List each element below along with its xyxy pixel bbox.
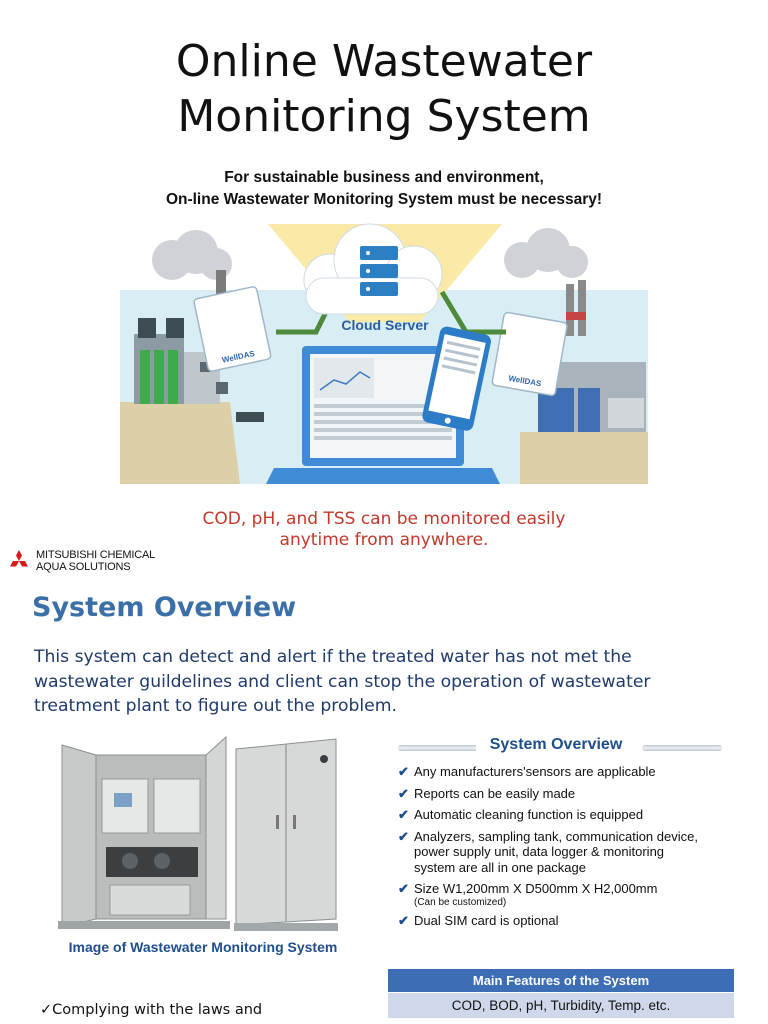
monitoring-note: [0, 509, 768, 551]
ground: [120, 402, 240, 484]
smoke-cloud-right: [504, 228, 588, 278]
closed-cabinet-image: [234, 739, 338, 931]
check-icon: ✔: [398, 912, 409, 928]
company-name-line-2: AQUA SOLUTIONS: [36, 560, 131, 573]
table-cell: COD, BOD, pH, Turbidity, Temp. etc.: [388, 993, 735, 1019]
list-item-text: Any manufacturers'sensors are applicable: [414, 764, 656, 779]
features-table: [387, 968, 735, 1019]
title-line-2: Monitoring System: [177, 91, 591, 142]
tagline-line-2: On-line Wastewater Monitoring System must be necessary!: [165, 191, 603, 208]
company-name: [36, 550, 155, 573]
section-body: This system can detect and alert if the treated water has not met the wastewater guildelines and client can stop the operation of wastewater treatment plant to figure out the problem.: [34, 647, 651, 716]
list-item: [398, 829, 698, 876]
feature-checklist: [398, 764, 738, 934]
list-item: [398, 881, 738, 908]
list-item-subtext: (Can be customized): [414, 896, 507, 908]
section-title: System Overview: [32, 592, 297, 623]
monitoring-note-line-2: anytime from anywhere.: [279, 530, 489, 550]
check-icon: ✔: [398, 764, 409, 779]
features-table-header: Main Features of the System: [388, 969, 735, 993]
title-line-1: Online Wastewater: [175, 36, 593, 87]
checkmark-icon: ✓: [40, 1002, 53, 1018]
svg-text:WellDAS: WellDAS: [507, 373, 543, 389]
cabinet-illustration: [50, 735, 350, 935]
list-item-text: Automatic cleaning function is equipped: [414, 807, 644, 822]
list-item: [398, 786, 738, 802]
tagline-line-1: For sustainable business and environment,: [224, 169, 544, 186]
list-item-text: Analyzers, sampling tank, communication device, power supply unit, data logger & monitoring system are all in one package: [414, 828, 698, 875]
three-diamonds-icon: [6, 550, 32, 572]
page-title: [0, 34, 768, 144]
monitoring-note-line-1: COD, pH, and TSS can be monitored easily: [202, 509, 566, 529]
tagline: [0, 167, 768, 211]
photo-caption: Image of Wastewater Monitoring System: [68, 939, 338, 955]
company-name-line-1: MITSUBISHI CHEMICAL: [36, 549, 156, 561]
open-cabinet-image: [58, 737, 230, 929]
check-icon: ✔: [398, 828, 409, 844]
company-logo: [6, 548, 176, 576]
panel-heading: System Overview: [476, 736, 636, 754]
list-item-text: Size W1,200mm X D500mm X H2,000mm: [414, 881, 658, 896]
panel-rule-right: [642, 745, 722, 751]
compliance-text: Complying with the laws and: [52, 1002, 263, 1018]
check-icon: ✔: [398, 881, 409, 896]
cloud-server-label: Cloud Server: [341, 317, 429, 333]
system-illustration: [120, 222, 648, 484]
cabinet-photo: [50, 735, 350, 935]
list-item-text: Reports can be easily made: [414, 785, 576, 801]
list-item: [398, 913, 738, 929]
compliance-item: [40, 1002, 262, 1018]
data-logger-icon-right: [492, 312, 568, 396]
list-item-text: Dual SIM card is optional: [414, 912, 559, 928]
list-item: [398, 764, 738, 780]
server-icon: [360, 246, 398, 296]
check-icon: ✔: [398, 785, 409, 801]
svg-text:WellDAS: WellDAS: [221, 348, 256, 365]
illustration-graphic: [120, 222, 648, 484]
check-icon: ✔: [398, 807, 409, 822]
table-row: [388, 993, 735, 1019]
overview-panel: [380, 736, 740, 954]
list-item: [398, 807, 738, 823]
